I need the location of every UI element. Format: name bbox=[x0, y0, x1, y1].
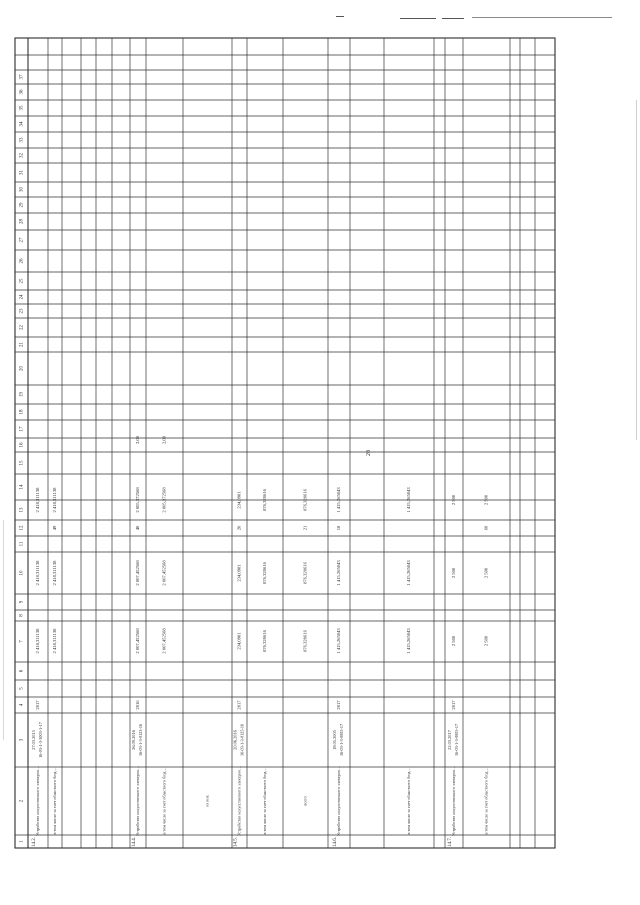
value-col-14: 1 415,265043 bbox=[406, 487, 412, 513]
column-number-label: 1 bbox=[19, 840, 25, 843]
row-name: в том числе за счет областного бюд… bbox=[261, 767, 267, 835]
section-id: 14.5. bbox=[233, 837, 239, 847]
value-col-7: 2 500 bbox=[483, 635, 489, 647]
column-number-label: 11 bbox=[19, 541, 25, 547]
section-id: 14.6. bbox=[333, 837, 339, 847]
value-col-10: 2 007,452568 bbox=[135, 560, 141, 586]
value-col-13: 21 bbox=[302, 525, 308, 531]
column-number-label: 36 bbox=[19, 89, 25, 95]
value-col-10: 2 007,452568 bbox=[161, 560, 167, 586]
year-cell: 2017 bbox=[236, 700, 242, 710]
column-number-label: 9 bbox=[19, 600, 25, 604]
column-number-label: 13 bbox=[19, 507, 25, 513]
row-name: из них bbox=[204, 795, 210, 807]
value-col-18: 2,08 bbox=[135, 435, 141, 445]
value-col-7: 234,0981 bbox=[236, 632, 242, 650]
value-col-7: 2 007,452568 bbox=[135, 628, 141, 654]
column-number-label: 31 bbox=[19, 170, 25, 175]
row-name: Устройство искусственного электроо… bbox=[236, 765, 242, 837]
column-number-label: 17 bbox=[19, 426, 25, 432]
approval-date: 22.03.2017 bbox=[447, 730, 453, 750]
approval-date: 20.06.2016 bbox=[232, 730, 238, 750]
column-number-label: 10 bbox=[19, 570, 25, 576]
value-col-7: 876,320616 bbox=[302, 630, 308, 652]
value-col-14: 2 418,311138 bbox=[35, 487, 41, 513]
registration-number: 16-03-1-3-0005-17 bbox=[338, 723, 344, 757]
column-number-label: 12 bbox=[19, 525, 25, 531]
row-name: Устройство искусственного электроо… bbox=[34, 765, 40, 837]
year-cell: 2016 bbox=[135, 700, 141, 710]
column-number-label: 8 bbox=[19, 614, 25, 617]
column-number-label: 5 bbox=[19, 687, 25, 690]
row-name: в том числе за счет областного бюд… bbox=[483, 767, 489, 835]
column-number-label: 23 bbox=[19, 308, 25, 314]
value-col-13: 60 bbox=[483, 525, 489, 531]
column-number-label: 2 bbox=[19, 799, 25, 803]
column-number-label: 34 bbox=[19, 121, 25, 127]
column-number-label: 22 bbox=[19, 325, 25, 330]
year-cell: 2017 bbox=[35, 700, 41, 710]
value-col-10: 2 500 bbox=[483, 567, 489, 579]
column-number-label: 14 bbox=[19, 484, 25, 490]
value-col-7: 2 500 bbox=[451, 635, 457, 647]
column-number-label: 37 bbox=[19, 74, 25, 80]
column-number-label: 20 bbox=[19, 366, 25, 371]
value-col-7: 1 415,265043 bbox=[406, 628, 412, 654]
registration-number: 16-03-1-3-0005-17 bbox=[453, 723, 459, 757]
value-col-10: 2 500 bbox=[451, 567, 457, 579]
value-col-14: 234,0981 bbox=[236, 491, 242, 509]
column-number-label: 6 bbox=[19, 669, 25, 673]
column-number-label: 27 bbox=[19, 237, 25, 243]
registration-number: 16-03-1-3-0123-16 bbox=[137, 723, 143, 757]
value-col-14: 876,320616 bbox=[302, 489, 308, 511]
value-col-14: 1 415,265043 bbox=[336, 487, 342, 513]
value-col-10: 1 415,265043 bbox=[406, 560, 412, 586]
value-col-10: 1 415,265043 bbox=[336, 560, 342, 586]
value-col-14: 876,320616 bbox=[262, 489, 268, 511]
column-number-label: 26 bbox=[19, 258, 25, 264]
value-col-7: 2 418,311138 bbox=[52, 628, 58, 654]
row-name: в том числе за счет областного бюд… bbox=[161, 767, 167, 835]
approval-date: 27.03.2015 bbox=[31, 730, 37, 750]
value-col-13: 40 bbox=[135, 525, 141, 531]
section-id: 14.7. bbox=[448, 837, 454, 847]
column-number-label: 29 bbox=[19, 202, 25, 208]
value-col-14: 2 005,372568 bbox=[135, 487, 141, 513]
value-col-10: 2 418,311138 bbox=[35, 560, 41, 586]
column-number-label: 35 bbox=[19, 105, 25, 111]
row-name: Устройство искусственного электроо… bbox=[134, 765, 140, 837]
year-cell: 2017 bbox=[451, 700, 457, 710]
value-col-18: 2,08 bbox=[161, 435, 167, 445]
column-number-label: 16 bbox=[19, 442, 25, 448]
value-col-13: 49 bbox=[52, 525, 58, 531]
column-number-label: 28 bbox=[19, 219, 25, 224]
registration-number: 16-03-1-3-3003-1-17 bbox=[37, 722, 43, 758]
approval-date: 26.09.2016 bbox=[131, 730, 137, 750]
column-number-label: 32 bbox=[19, 153, 25, 158]
value-col-13: 20 bbox=[236, 525, 242, 531]
value-col-7: 2 007,452568 bbox=[161, 628, 167, 654]
approval-date: 18.05.2005 bbox=[332, 730, 338, 750]
column-number-label: 33 bbox=[19, 137, 25, 143]
column-number-label: 19 bbox=[19, 392, 25, 397]
row-name: в том числе за счет областного бюд… bbox=[51, 767, 57, 835]
column-number-label: 18 bbox=[19, 409, 25, 415]
value-col-7: 1 415,265043 bbox=[336, 628, 342, 654]
column-number-label: 3 bbox=[19, 738, 25, 742]
column-number-label: 25 bbox=[19, 278, 25, 284]
column-number-label: 4 bbox=[19, 703, 25, 707]
value-col-14: 2 500 bbox=[483, 494, 489, 506]
column-number-label: 24 bbox=[19, 294, 25, 300]
value-col-10: 876,320616 bbox=[302, 562, 308, 584]
row-name: Устройство искусственного электроо… bbox=[450, 765, 456, 837]
value-col-13: 18 bbox=[336, 525, 342, 531]
value-col-14: 2 005,372568 bbox=[161, 487, 167, 513]
row-name: в том числе за счет областного бюд… bbox=[405, 767, 411, 835]
year-cell: 2017 bbox=[336, 700, 342, 710]
column-number-label: 30 bbox=[19, 187, 25, 192]
value-col-7: 876,320616 bbox=[262, 630, 268, 652]
row-name: всего bbox=[302, 796, 308, 806]
column-number-label: 21 bbox=[19, 342, 25, 347]
value-col-14: 2 500 bbox=[451, 494, 457, 506]
column-number-label: 15 bbox=[19, 460, 25, 466]
column-number-label: 7 bbox=[19, 640, 25, 643]
registration-number: 16-03-1-3-0125-16 bbox=[239, 723, 245, 757]
section-id: 14.4. bbox=[132, 837, 138, 847]
row-name: Устройство искусственного электроо… bbox=[335, 765, 341, 837]
page-number: 28 bbox=[366, 450, 372, 456]
value-col-7: 2 418,311138 bbox=[35, 628, 41, 654]
value-col-10: 2 418,311138 bbox=[52, 560, 58, 586]
value-col-14: 2 418,311138 bbox=[52, 487, 58, 513]
section-id: 14.2. bbox=[32, 837, 38, 847]
value-col-10: 876,320616 bbox=[262, 562, 268, 584]
value-col-10: 234,0981 bbox=[236, 564, 242, 582]
